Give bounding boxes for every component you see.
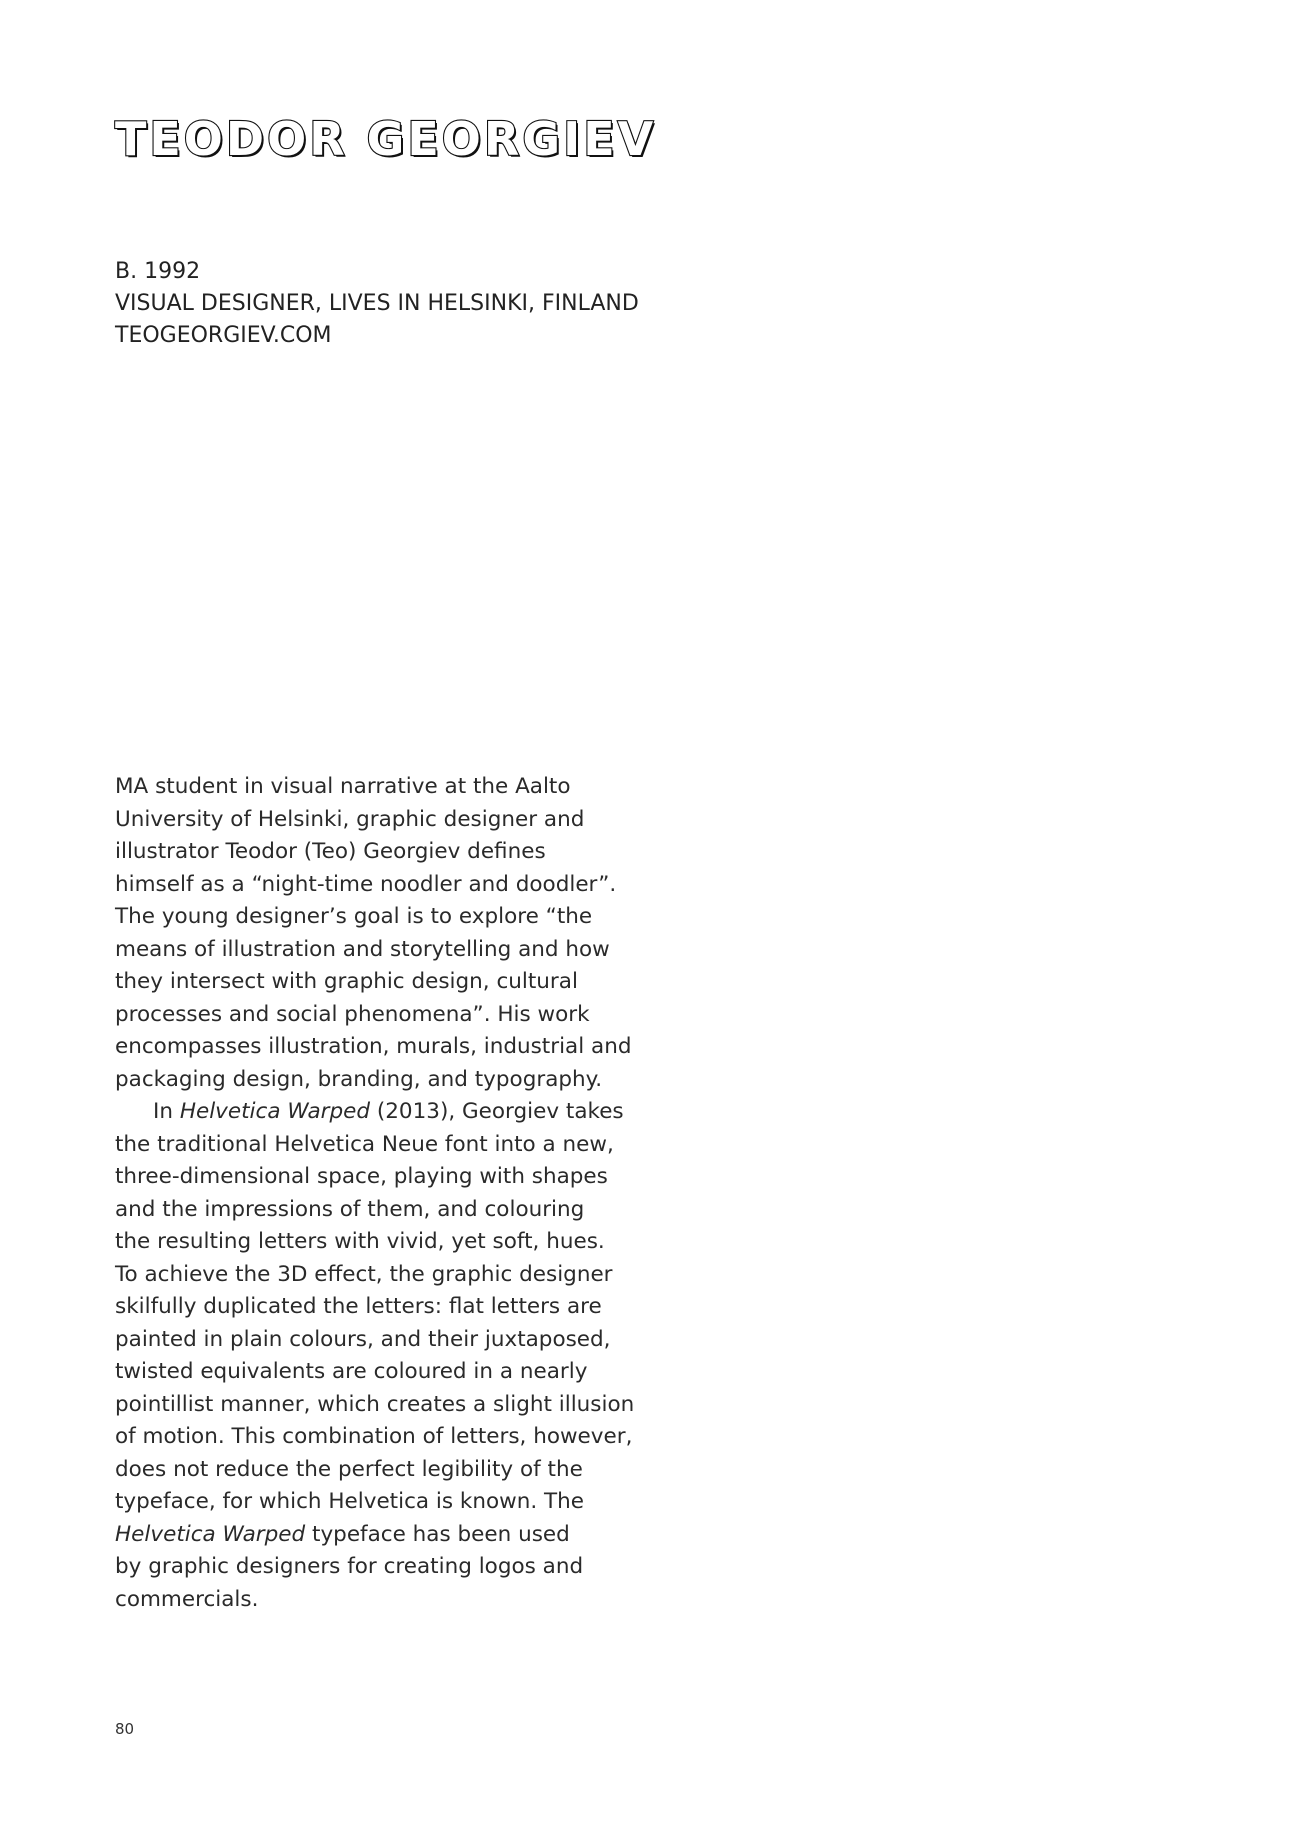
body-line: The young designer’s goal is to explore “the (115, 904, 593, 929)
body-line: twisted equivalents are coloured in a nearly (115, 1359, 588, 1384)
work-title: Helvetica Warped (179, 1099, 370, 1124)
body-line: painted in plain colours, and their juxtaposed, (115, 1326, 611, 1352)
body-line: three-dimensional space, playing with shapes (115, 1164, 608, 1189)
body-line: of motion. This combination of letters, however, (115, 1424, 633, 1449)
body-line: by graphic designers for creating logos and (115, 1554, 584, 1579)
body-line: commercials. (115, 1586, 259, 1612)
body-line-indented (115, 1096, 675, 1129)
body-line: illustrator Teodor (Teo) Georgiev defines (115, 839, 546, 864)
work-title: Helvetica Warped (115, 1521, 306, 1547)
body-line: the traditional Helvetica Neue font into a new, (115, 1131, 614, 1157)
body-text-fragment: (2013), Georgiev takes (370, 1099, 624, 1124)
body-line: and the impressions of them, and colouring (115, 1196, 585, 1222)
body-line (115, 1519, 675, 1552)
body-line: the resulting letters with vivid, yet soft, hues. (115, 1229, 605, 1254)
biography-text (115, 771, 675, 1616)
body-line: skilfully duplicated the letters: flat letters are (115, 1294, 602, 1319)
birth-year: B. 1992 (115, 259, 201, 284)
website: TEOGEORGIEV.COM (115, 323, 332, 348)
artist-info (115, 256, 639, 352)
body-line: encompasses illustration, murals, industrial and (115, 1034, 632, 1059)
body-line: processes and social phenomena”. His work (115, 1001, 590, 1027)
body-line: they intersect with graphic design, cultural (115, 969, 578, 994)
profession-location: VISUAL DESIGNER, LIVES IN HELSINKI, FINLAND (115, 291, 639, 316)
body-line: himself as a “night-time noodler and doodler”. (115, 871, 617, 897)
body-line: typeface, for which Helvetica is known. The (115, 1489, 585, 1514)
body-line: pointillist manner, which creates a slight illusion (115, 1391, 635, 1417)
body-line: packaging design, branding, and typography. (115, 1066, 603, 1092)
body-text-fragment: In (153, 1099, 180, 1124)
body-line: University of Helsinki, graphic designer and (115, 806, 585, 832)
body-line: means of illustration and storytelling and how (115, 936, 610, 962)
body-line: To achieve the 3D effect, the graphic designer (115, 1261, 613, 1287)
body-line: MA student in visual narrative at the Aalto (115, 774, 571, 799)
page-title: TEODOR GEORGIEV (115, 112, 657, 166)
body-line: does not reduce the perfect legibility of the (115, 1456, 583, 1482)
body-text-fragment: typeface has been used (305, 1521, 570, 1547)
page-number: 80 (115, 1720, 135, 1738)
